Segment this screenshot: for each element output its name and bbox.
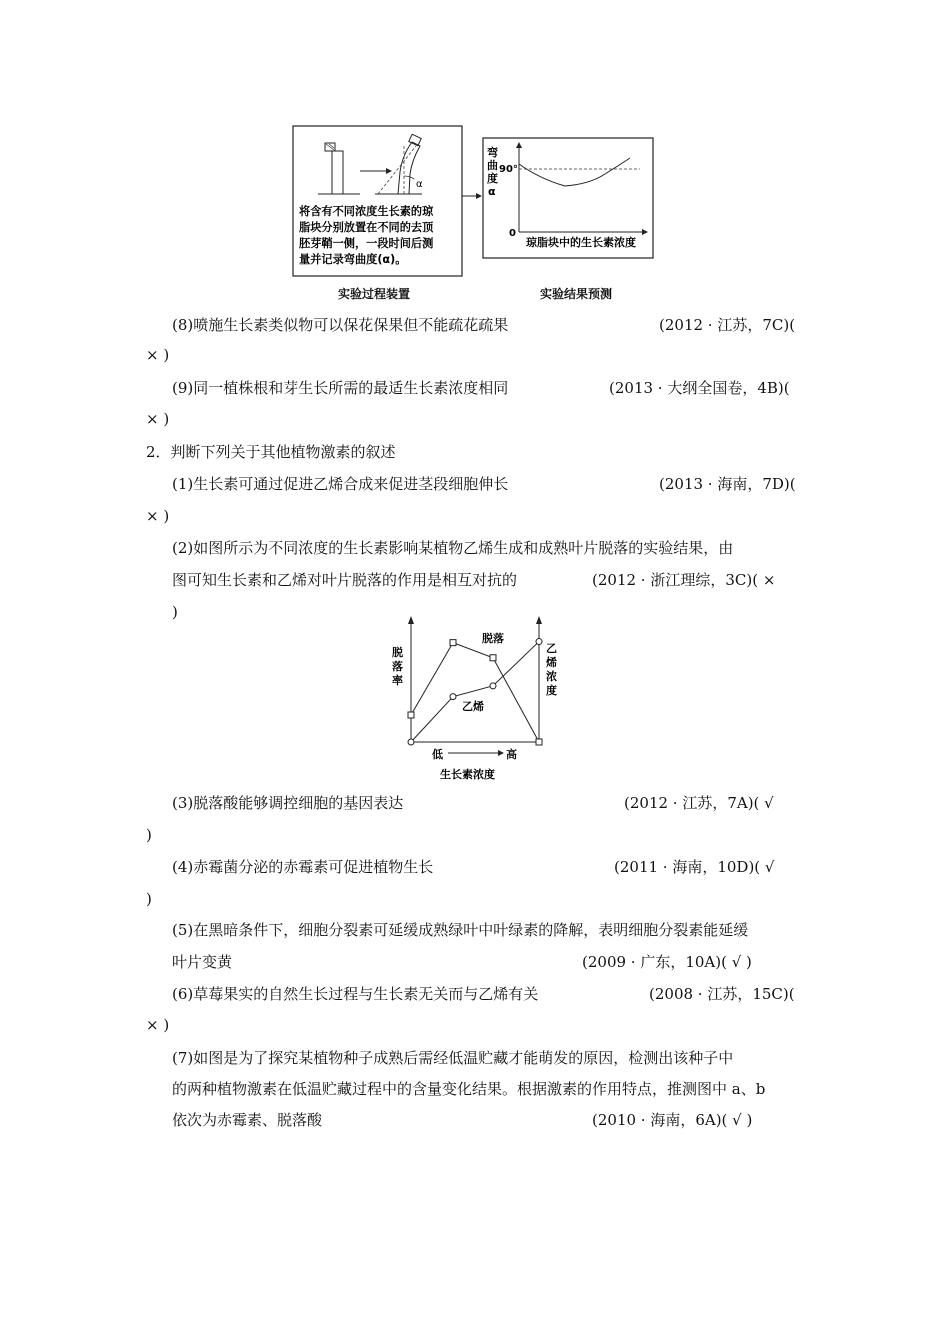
p7-line1: (7)如图是为了探究某植物种子成熟后需经低温贮藏才能萌发的原因，检测出该种子中	[172, 1049, 734, 1067]
setup-text-2: 脂块分别放置在不同的去顶	[299, 221, 434, 234]
section-2-title: 2．判断下列关于其他植物激素的叙述	[146, 443, 396, 461]
x-axis-label: 琼脂块中的生长素浓度	[526, 236, 636, 249]
p2-answer: )	[172, 603, 178, 621]
right-axis-label-4: 度	[546, 684, 557, 697]
p5-line2: 叶片变黄	[172, 953, 233, 971]
q9-text: (9)同一植株根和芽生长所需的最适生长素浓度相同	[172, 379, 509, 397]
right-axis-label-1: 乙	[546, 642, 557, 655]
p1-answer: × )	[146, 507, 170, 525]
series-line-ethylene	[411, 642, 539, 742]
shedding-point-1	[450, 640, 456, 646]
y-label-2: 曲	[487, 159, 498, 172]
alpha-label: α	[416, 179, 423, 190]
ethylene-point-3	[536, 639, 542, 645]
p5-line1: (5)在黑暗条件下，细胞分裂素可延缓成熟绿叶中叶绿素的降解，表明细胞分裂素能延缓	[172, 921, 749, 939]
p4-answer: )	[146, 890, 152, 908]
figure-auxin-ethylene	[380, 612, 570, 786]
setup-text-3: 胚芽鞘一侧，一段时间后测	[299, 237, 434, 250]
p4-source: (2011 · 海南，10D)( √	[614, 858, 775, 876]
y-label-4: α	[488, 185, 496, 198]
p2-line1: (2)如图所示为不同浓度的生长素影响某植物乙烯生成和成熟叶片脱落的实验结果，由	[172, 539, 734, 557]
x-high-label: 高	[506, 748, 517, 761]
q9-source: (2013 · 大纲全国卷，4B)(	[609, 379, 790, 397]
p7-source: (2010 · 海南，6A)( √ )	[592, 1111, 753, 1129]
p2-source: (2012 · 浙江理综，3C)( ×	[592, 571, 776, 589]
p6-text: (6)草莓果实的自然生长过程与生长素无关而与乙烯有关	[172, 985, 539, 1003]
bending-curve	[519, 158, 630, 186]
shedding-point-3	[536, 739, 542, 745]
setup-text-1: 将含有不同浓度生长素的琼	[299, 205, 434, 218]
p6-answer: × )	[146, 1016, 170, 1034]
setup-text-4: 量并记录弯曲度(α)。	[299, 253, 407, 266]
caption-setup: 实验过程装置	[338, 287, 411, 301]
q8-answer: × )	[146, 346, 170, 364]
p7-line3: 依次为赤霉素、脱落酸	[172, 1111, 323, 1129]
figure-experiment	[290, 124, 670, 284]
coleoptile-icon	[332, 151, 343, 194]
p6-source: (2008 · 江苏，15C)(	[649, 985, 795, 1003]
series-label-shedding: 脱落	[482, 632, 504, 645]
x-axis-label-2: 生长素浓度	[440, 768, 495, 781]
p3-text: (3)脱落酸能够调控细胞的基因表达	[172, 794, 404, 812]
p4-text: (4)赤霉菌分泌的赤霉素可促进植物生长	[172, 858, 434, 876]
p7-line2: 的两种植物激素在低温贮藏过程中的含量变化结果。根据激素的作用特点，推测图中 a、b	[172, 1080, 766, 1098]
y-label-3: 度	[487, 172, 498, 185]
right-axis-label-2: 烯	[546, 656, 557, 669]
origin-label: 0	[509, 228, 516, 239]
y-tick-90: 90°	[499, 164, 518, 175]
p3-answer: )	[146, 826, 152, 844]
left-axis-label-2: 落	[392, 660, 403, 673]
left-axis-label-1: 脱	[392, 646, 403, 659]
p3-source: (2012 · 江苏，7A)( √	[624, 794, 774, 812]
ethylene-point-0	[408, 739, 414, 745]
ethylene-point-2	[490, 683, 496, 689]
q9-answer: × )	[146, 410, 170, 428]
p5-source: (2009 · 广东，10A)( √ )	[582, 953, 752, 971]
right-axis-label-3: 浓	[546, 670, 557, 683]
q8-source: (2012 · 江苏，7C)(	[659, 316, 796, 334]
p1-text: (1)生长素可通过促进乙烯合成来促进茎段细胞伸长	[172, 475, 509, 493]
q8-text: (8)喷施生长素类似物可以保花保果但不能疏花疏果	[172, 316, 509, 334]
y-label-1: 弯	[487, 146, 498, 159]
p1-source: (2013 · 海南，7D)(	[659, 475, 796, 493]
p2-line2: 图可知生长素和乙烯对叶片脱落的作用是相互对抗的	[172, 571, 518, 589]
caption-result: 实验结果预测	[540, 287, 613, 301]
series-label-ethylene: 乙烯	[462, 700, 484, 713]
shedding-point-0	[408, 712, 414, 718]
x-low-label: 低	[432, 748, 443, 761]
series-line-shedding	[411, 643, 539, 742]
shedding-point-2	[490, 655, 496, 661]
ethylene-point-1	[450, 694, 456, 700]
left-axis-label-3: 率	[392, 674, 403, 687]
